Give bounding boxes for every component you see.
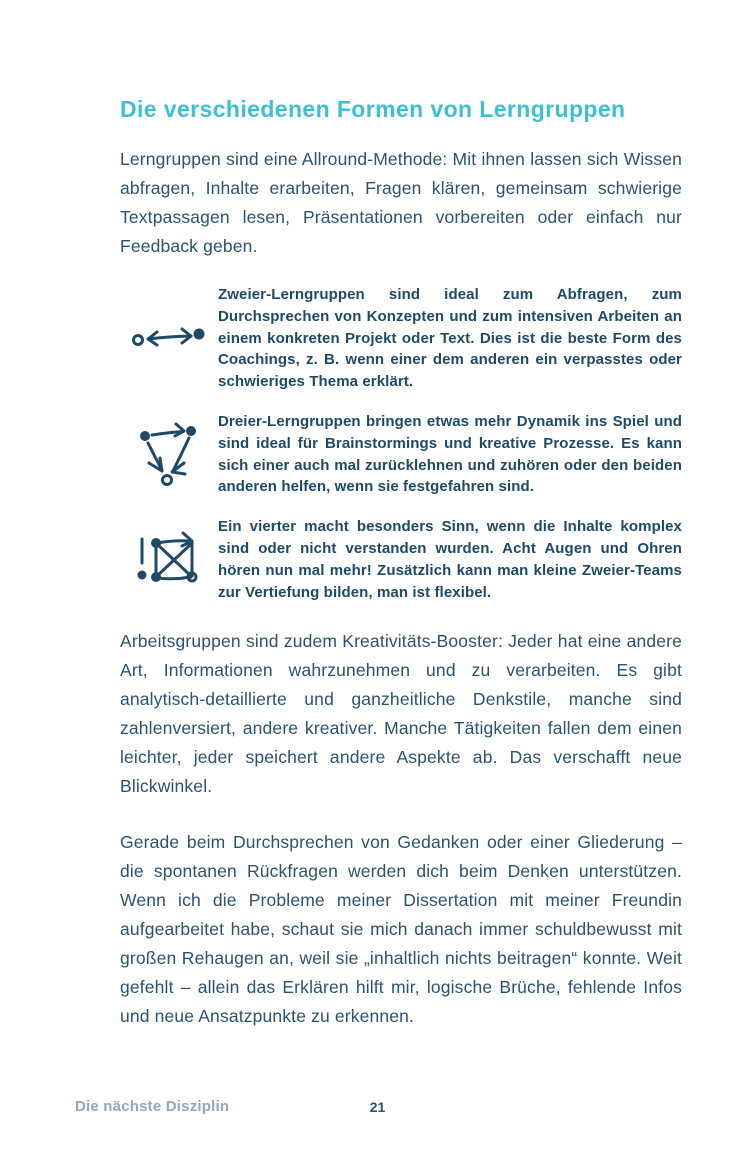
three-person-group-icon <box>120 411 218 498</box>
intro-paragraph: Lerngruppen sind eine Allround-Methode: Mit ihnen lassen sich Wissen abfragen, Inhalte erarbeiten, Fragen klären, gemeinsam schwierige Textpassagen lesen, Präsentationen vorbereiten oder einfach nur Feedback geben. <box>120 149 682 256</box>
two-dots-arrow-icon <box>129 321 209 355</box>
square-cross-dots-icon <box>134 525 204 595</box>
group-text: Ein vierter macht besonders Sinn, wenn die Inhalte komplex sind oder nicht verstanden wurden. Acht Augen und Ohren hören nun mal mehr! Zusätzlich kann man kleine Zweier-Teams zur Vertiefung bilden, man ist flexibel. <box>218 518 682 601</box>
group-text: Dreier-Lerngruppen bringen etwas mehr Dynamik ins Spiel und sind ideal für Brainstormings und kreative Prozesse. Es kann sich einer auch mal zurücklehnen und zuhören oder den beiden anderen helfen, wenn sie festgefahren sind. <box>218 412 682 496</box>
list-item-three-person-group <box>120 411 682 498</box>
list-item-four-person-group <box>120 516 682 603</box>
page-number: 21 <box>369 1099 386 1115</box>
two-person-group-icon <box>120 284 218 393</box>
footer-section-label: Die nächste Disziplin <box>75 1098 230 1115</box>
body-paragraph-creativity: Arbeitsgruppen sind zudem Kreativitäts-Booster: Jeder hat eine andere Art, Informationen wahrzunehmen und zu verarbeiten. Es gibt analytisch-detaillierte und ganzheitliche Denkstile, manche sind zahlenversiert, andere kreativer. Manche Tätigkeiten fallen dem einen leichter, jeder speichert andere Aspekte ab. Das verschafft neue Blickwinkel. <box>120 631 682 797</box>
four-person-group-icon <box>120 516 218 603</box>
body-paragraph-anecdote: Gerade beim Durchsprechen von Gedanken oder einer Gliederung – die spontanen Rückfragen werden dich beim Denken unterstützen. Wenn ich die Probleme meiner Dissertation mit meiner Freundin aufgearbeitet habe, schaut sie mich danach immer schuldbewusst mit großen Rehaugen an, weil sie „inhaltlich nichts beitragen“ konnte. Weit gefehlt – allein das Erklären hilft mir, logische Brüche, fehlende Infos und neue Ansatzpunkte zu erkennen. <box>120 832 682 1027</box>
page-content <box>120 0 682 1031</box>
triangle-dots-icon <box>136 420 202 490</box>
group-text: Zweier-Lerngruppen sind ideal zum Abfragen, zum Durchsprechen von Konzepten und zum intensiven Arbeiten an einem konkreten Projekt oder Text. Dies ist die beste Form des Coachings, z. B. wenn einer dem anderen ein verpasstes oder schwieriges Thema erklärt. <box>218 286 682 391</box>
page-title: Die verschiedenen Formen von Lerngruppen <box>120 96 626 122</box>
list-item-two-person-group <box>120 284 682 393</box>
group-list <box>120 284 682 603</box>
